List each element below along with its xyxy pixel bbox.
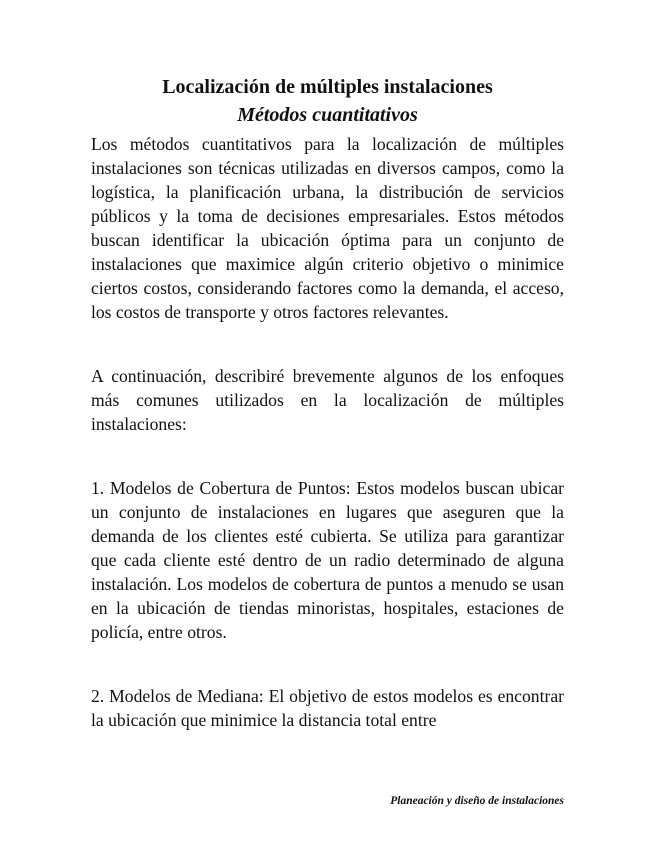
paragraph-spacer (91, 324, 564, 364)
document-subtitle: Métodos cuantitativos (237, 104, 418, 126)
paragraph-intro: Los métodos cuantitativos para la localización de múltiples instalaciones son técnicas utilizadas en diversos campos, como la logística, la planificación urbana, la distribución de servicios públicos y la toma de decisiones empresariales. Estos métodos buscan identificar la ubicación óptima para un conjunto de instalaciones que maximice algún criterio objetivo o minimice ciertos costos, considerando factores como la demanda, el acceso, los costos de transporte y otros factores relevantes. (91, 134, 564, 322)
paragraph-median-models: 2. Modelos de Mediana: El objetivo de estos modelos es encontrar la ubicación que minimice la distancia total entre (91, 686, 564, 730)
paragraph-approaches: A continuación, describiré brevemente algunos de los enfoques más comunes utilizados en la localización de múltiples instalaciones: (91, 366, 564, 434)
document-title: Localización de múltiples instalaciones (162, 76, 493, 98)
page-footer: Planeación y diseño de instalaciones (390, 795, 564, 807)
document-page (91, 74, 564, 732)
paragraph-point-coverage: 1. Modelos de Cobertura de Puntos: Estos modelos buscan ubicar un conjunto de instalaciones en lugares que aseguren que la demanda de los clientes esté cubierta. Se utiliza para garantizar que cada cliente esté dentro de un radio determinado de alguna instalación. Los modelos de cobertura de puntos a menudo se usan en la ubicación de tiendas minoristas, hospitales, estaciones de policía, entre otros. (91, 478, 564, 642)
paragraph-spacer (91, 644, 564, 684)
paragraph-spacer (91, 436, 564, 476)
